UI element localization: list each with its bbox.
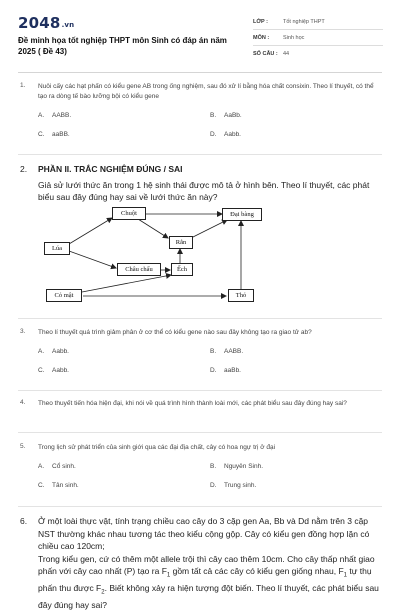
option-d[interactable]: D. Trung sinh. <box>210 482 257 489</box>
meta-key: MÔN : <box>253 34 270 41</box>
option-c[interactable]: C. Tân sinh. <box>38 482 79 489</box>
option-a[interactable]: A. AABB. <box>38 112 72 119</box>
question-number: 4. <box>20 399 26 406</box>
question-stem: Theo thuyết tiến hóa hiện đại, khi nói về quá trình hình thành loài mới, các phát biểu sau đây đúng hay sai? <box>38 400 347 407</box>
question-stem: Theo lí thuyết quá trình giảm phân ở cơ thể có kiểu gene nào sau đây không tạo ra giao tử ab? <box>38 329 312 336</box>
question-number: 2. <box>20 164 28 174</box>
meta-row-count <box>253 46 383 61</box>
question-1 <box>18 82 382 138</box>
question-number: 5. <box>20 443 26 450</box>
question-stem: Trong lịch sử phát triển của sinh giới qua các đại địa chất, cây có hoa ngự trị ở đại <box>38 444 276 451</box>
question-3 <box>18 328 382 374</box>
question-stem <box>38 163 382 204</box>
question-2 <box>18 163 382 204</box>
question-divider <box>18 318 382 319</box>
question-number: 3. <box>20 328 26 335</box>
node-chuot: Chuột <box>112 207 146 220</box>
meta-value: Tốt nghiệp THPT <box>283 18 325 25</box>
answer-options <box>38 348 382 374</box>
header-divider <box>18 72 382 73</box>
question-divider <box>18 390 382 391</box>
question-number: 6. <box>20 516 28 526</box>
meta-key: LỚP : <box>253 18 268 25</box>
exam-meta-table <box>253 14 383 61</box>
question-divider <box>18 154 382 155</box>
food-web-diagram <box>38 204 270 306</box>
question-number: 1. <box>20 82 26 89</box>
question-divider <box>18 506 382 507</box>
site-logo[interactable]: 2048.vn <box>18 14 75 32</box>
node-tho: Thỏ <box>228 289 254 302</box>
option-a[interactable]: A. Aabb. <box>38 348 69 355</box>
meta-row-subject <box>253 30 383 46</box>
question-text-part-2: Trong kiểu gen, cứ có thêm một allele trội thì cây cao thêm 10cm. Cho cây thấp nhất giao phấn với cây cao nhất (P) tạo ra $F_1$ gồm tất cả các cây có kiểu gen giống nhau, $F_1$ tự thụ phấn thu được $F_2$. Biết không xảy ra hiện tượng đột biến. Theo lí thuyết, các phát biểu sau đây đúng hay sai? <box>38 553 379 611</box>
node-ech: Ếch <box>171 263 193 276</box>
question-text: Giả sử lưới thức ăn trong 1 hệ sinh thái được mô tả ở hình bên. Theo lí thuyết, các phát biểu sau đây đúng hay sai về lưới thức ăn này? <box>38 179 370 202</box>
node-dai-bang: Đại bàng <box>222 208 262 221</box>
meta-value: 44 <box>283 50 290 57</box>
option-d[interactable]: D. aaBb. <box>210 367 241 374</box>
node-ran: Rắn <box>169 236 193 249</box>
meta-row-class <box>253 14 383 30</box>
option-b[interactable]: B. AaBb. <box>210 112 242 119</box>
option-b[interactable]: B. AABB. <box>210 348 244 355</box>
option-b[interactable]: B. Nguyên Sinh. <box>210 463 264 470</box>
answer-options <box>38 463 382 489</box>
node-lua: Lúa <box>44 242 70 255</box>
option-a[interactable]: A. Cổ sinh. <box>38 463 76 470</box>
meta-key: SỐ CÂU : <box>253 50 278 57</box>
question-5 <box>18 443 382 489</box>
section-heading: PHẦN II. TRẮC NGHIỆM ĐÚNG / SAI <box>38 164 183 174</box>
question-6 <box>18 515 382 612</box>
question-divider <box>18 432 382 433</box>
question-text-part-1: Ở một loài thực vật, tính trạng chiều cao cây do 3 cặp gen Aa, Bb và Dd nằm trên 3 cặp NST thường khác nhau tương tác theo kiểu cộng gộp. Cây có kiểu gen đồng hợp lặn có chiều cao 120cm; <box>38 516 370 551</box>
node-chau-chau: Châu chấu <box>117 263 161 276</box>
answer-options <box>38 112 382 138</box>
document-title: Đề minh họa tốt nghiệp THPT môn Sinh có đáp án năm 2025 ( Đề 43) <box>18 36 227 56</box>
question-4 <box>18 399 382 409</box>
option-c[interactable]: C. Aabb. <box>38 367 69 374</box>
question-stem <box>38 515 382 612</box>
option-c[interactable]: C. aaBB. <box>38 131 70 138</box>
meta-value: Sinh học <box>283 34 305 41</box>
option-d[interactable]: D. Aabb. <box>210 131 241 138</box>
question-stem: Nuôi cấy các hạt phấn có kiểu gene AB trong ống nghiệm, sau đó xử lí bằng hóa chất consixin. Theo lí thuyết, có thể tạo ra dòng tế bào lưỡng bội có kiểu gene <box>38 83 374 100</box>
node-co-mat: Cỏ mật <box>46 289 82 302</box>
